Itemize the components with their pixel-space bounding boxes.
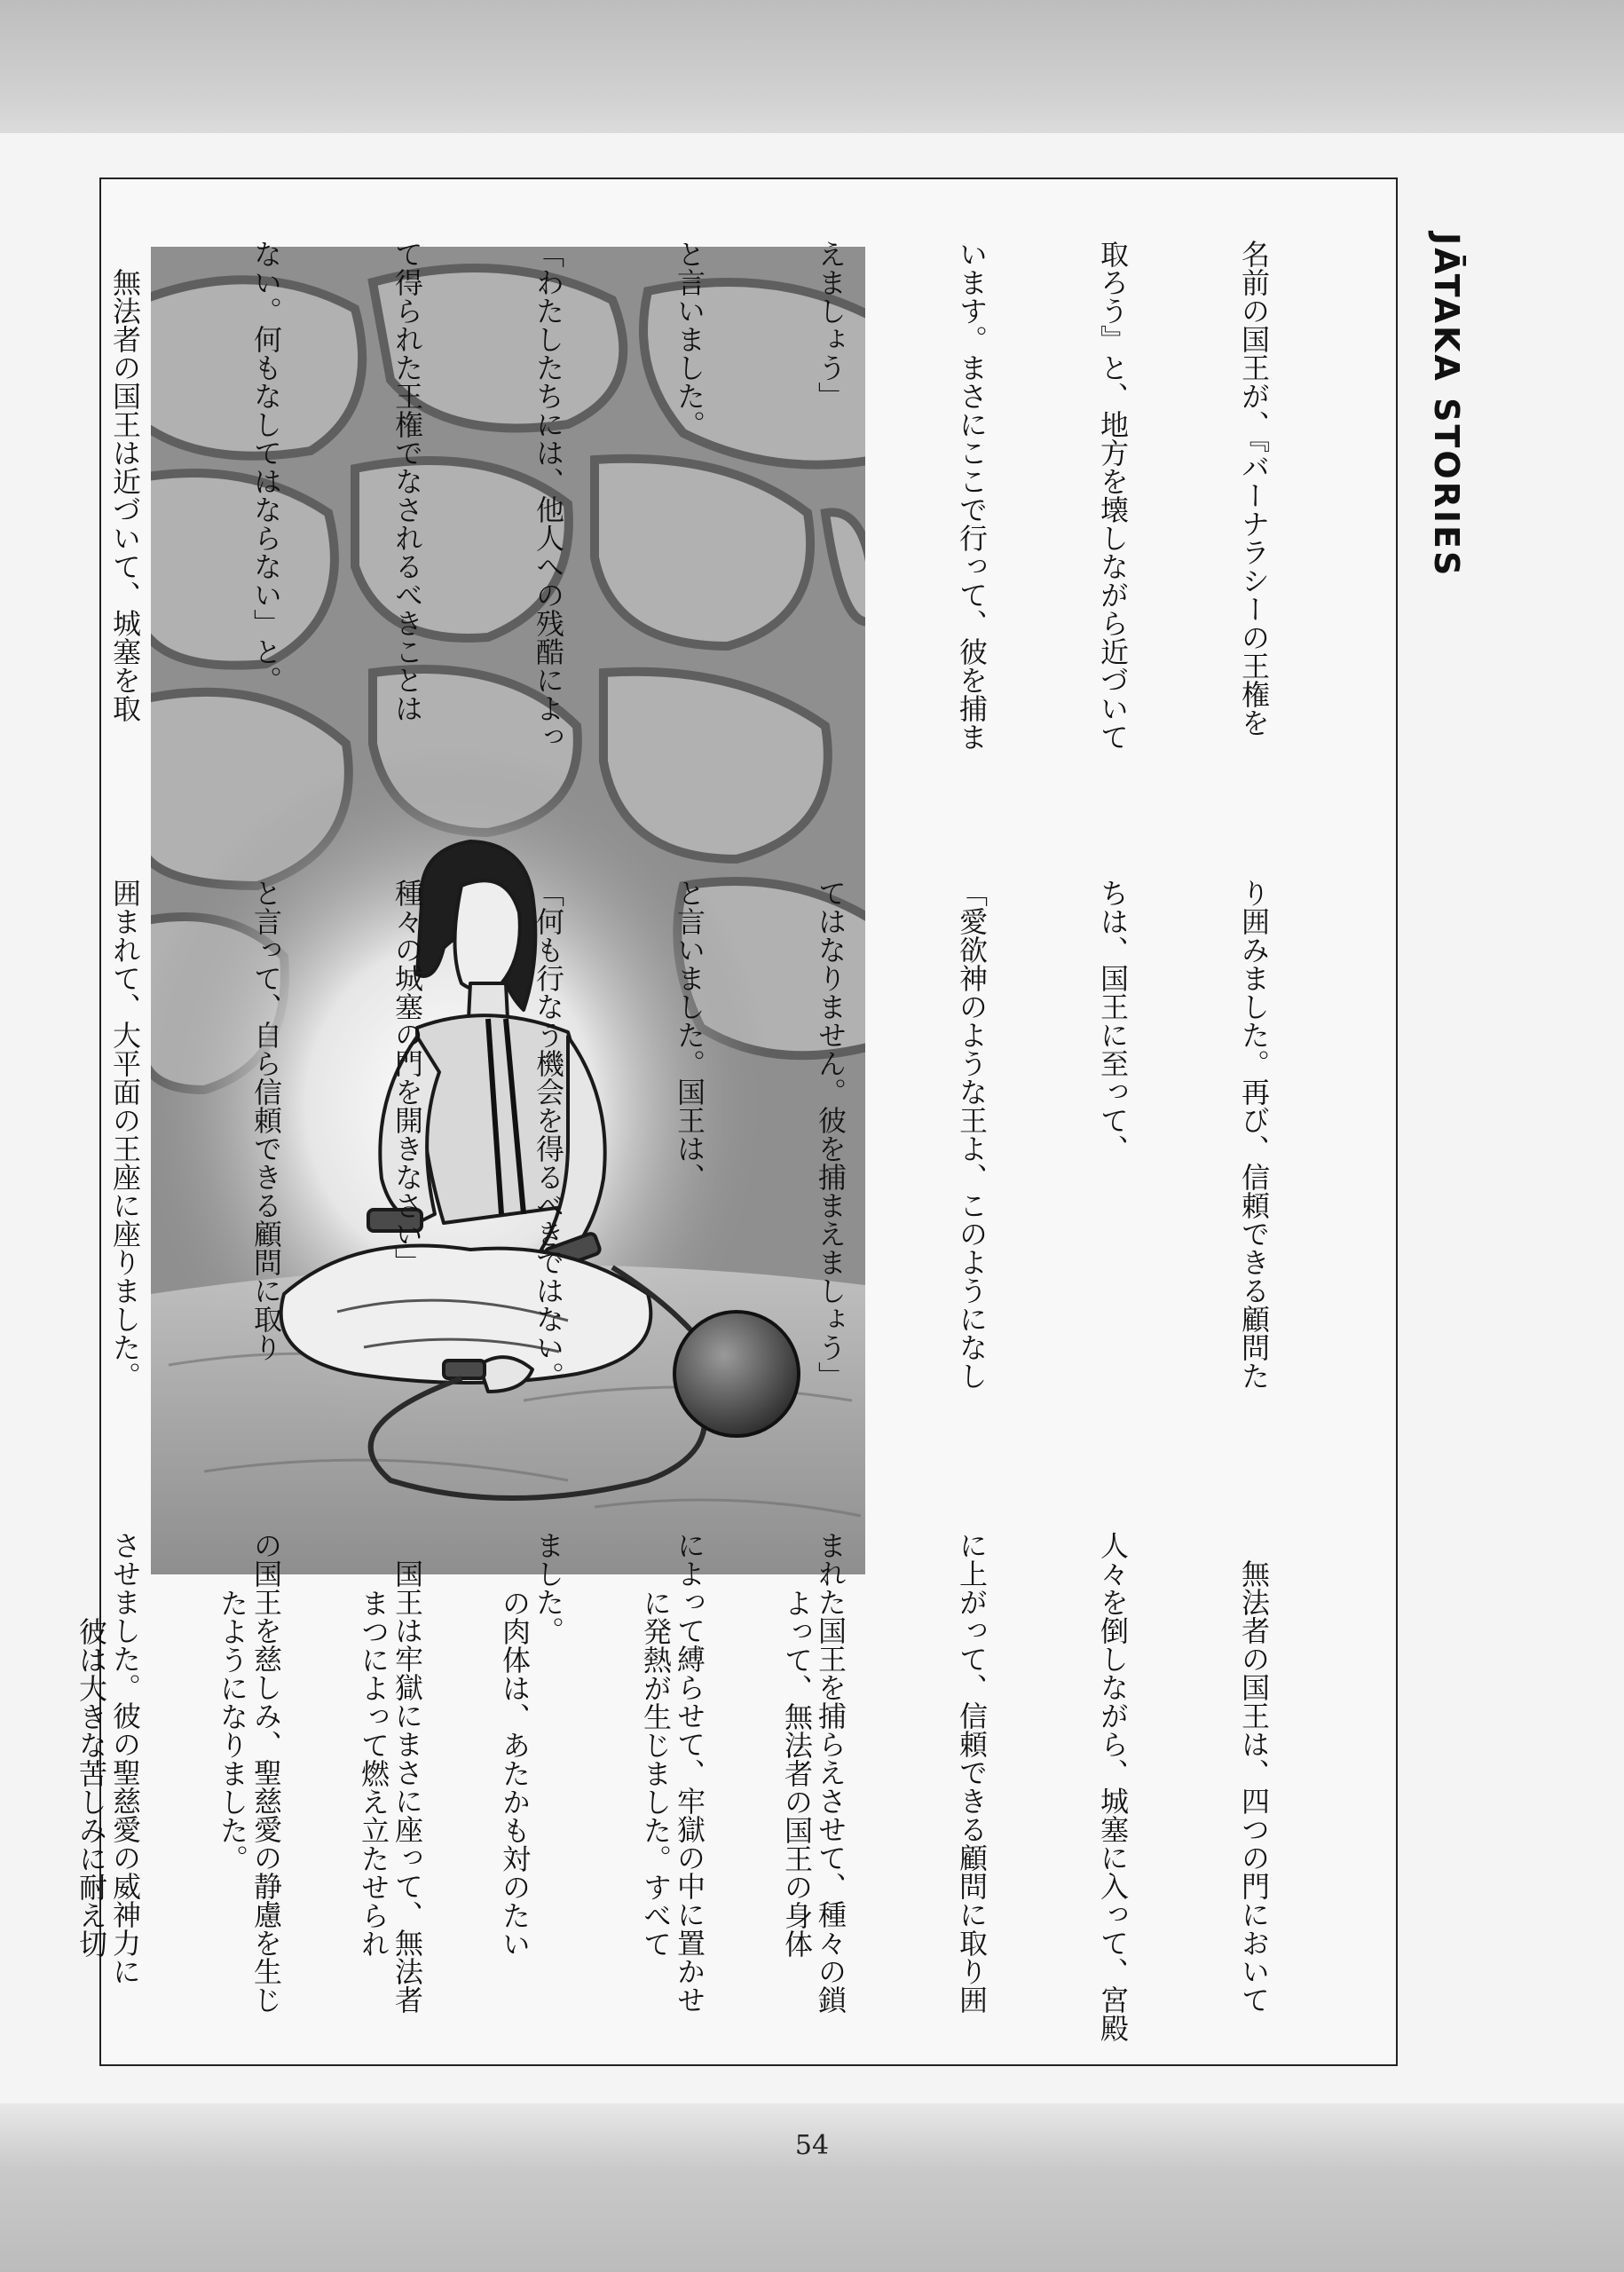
text-block-1 xyxy=(108,240,1371,816)
text-column: たようになりました。 xyxy=(216,1589,249,1873)
text-column: させました。彼の聖慈愛の威神力に xyxy=(108,1531,142,1985)
text-column: よって、無法者の国王の身体 xyxy=(780,1589,814,1958)
text-column: と言いました。国王は、 xyxy=(673,879,706,1191)
text-column: に上がって、信頼できる顧問に取り囲 xyxy=(955,1531,989,2014)
text-column: 無法者の国王は、四つの門において xyxy=(1237,1531,1271,2014)
text-column: に発熱が生じました。すべて xyxy=(639,1589,673,1958)
text-column: てはなりません。彼を捕まえましょう」 xyxy=(814,879,847,1390)
series-title: JĀTAKA STORIES xyxy=(1427,233,1466,579)
text-column: 「愛欲神のような王よ、このようになし xyxy=(955,879,989,1390)
text-column: 名前の国王が、『バーナラシーの王権を xyxy=(1237,240,1271,737)
text-column: 国王は牢獄にまさに座って、無法者 xyxy=(390,1531,424,2014)
text-column: えましょう」 xyxy=(814,240,847,410)
text-column: まれた国王を捕らえさせて、種々の鎖 xyxy=(814,1531,847,2014)
text-column: 人々を倒しながら、城塞に入って、宮殿 xyxy=(1096,1531,1130,2042)
text-column: の肉体は、あたかも対のたい xyxy=(498,1589,532,1958)
text-column: ちは、国王に至って、 xyxy=(1096,879,1130,1163)
text-column: り囲みました。再び、信頼できる顧問た xyxy=(1237,879,1271,1390)
text-column: 無法者の国王は近づいて、城塞を取 xyxy=(108,240,142,722)
text-column: と言って、自ら信頼できる顧問に取り xyxy=(249,879,283,1361)
text-column: 「何も行なう機会を得るべきではない。 xyxy=(532,879,565,1390)
text-column: ない。何もなしてはならない」と。 xyxy=(249,240,283,694)
text-column: まつによって燃え立たせられ xyxy=(357,1589,390,1958)
text-column: 取ろう』と、地方を壊しながら近づいて xyxy=(1096,240,1130,751)
text-column: て得られた王権でなされるべきことは xyxy=(390,240,424,722)
scan-bottom-margin xyxy=(0,2103,1624,2272)
page-number: 54 xyxy=(794,2130,830,2161)
text-column: 囲まれて、大平面の王座に座りました。 xyxy=(108,879,142,1390)
text-column: と言いました。 xyxy=(673,240,706,438)
text-column: 「わたしたちには、他人への残酷によっ xyxy=(532,240,565,751)
text-block-2 xyxy=(108,879,1371,1456)
text-column: ました。 xyxy=(532,1531,565,1645)
text-column: の国王を慈しみ、聖慈愛の静慮を生じ xyxy=(249,1531,283,2014)
text-column: 彼は大きな苦しみに耐え切 xyxy=(75,1589,108,1958)
text-column: 種々の城塞の門を開きなさい」 xyxy=(390,879,424,1276)
text-column: います。まさにここで行って、彼を捕ま xyxy=(955,240,989,751)
text-column: によって縛らせて、牢獄の中に置かせ xyxy=(673,1531,706,2014)
